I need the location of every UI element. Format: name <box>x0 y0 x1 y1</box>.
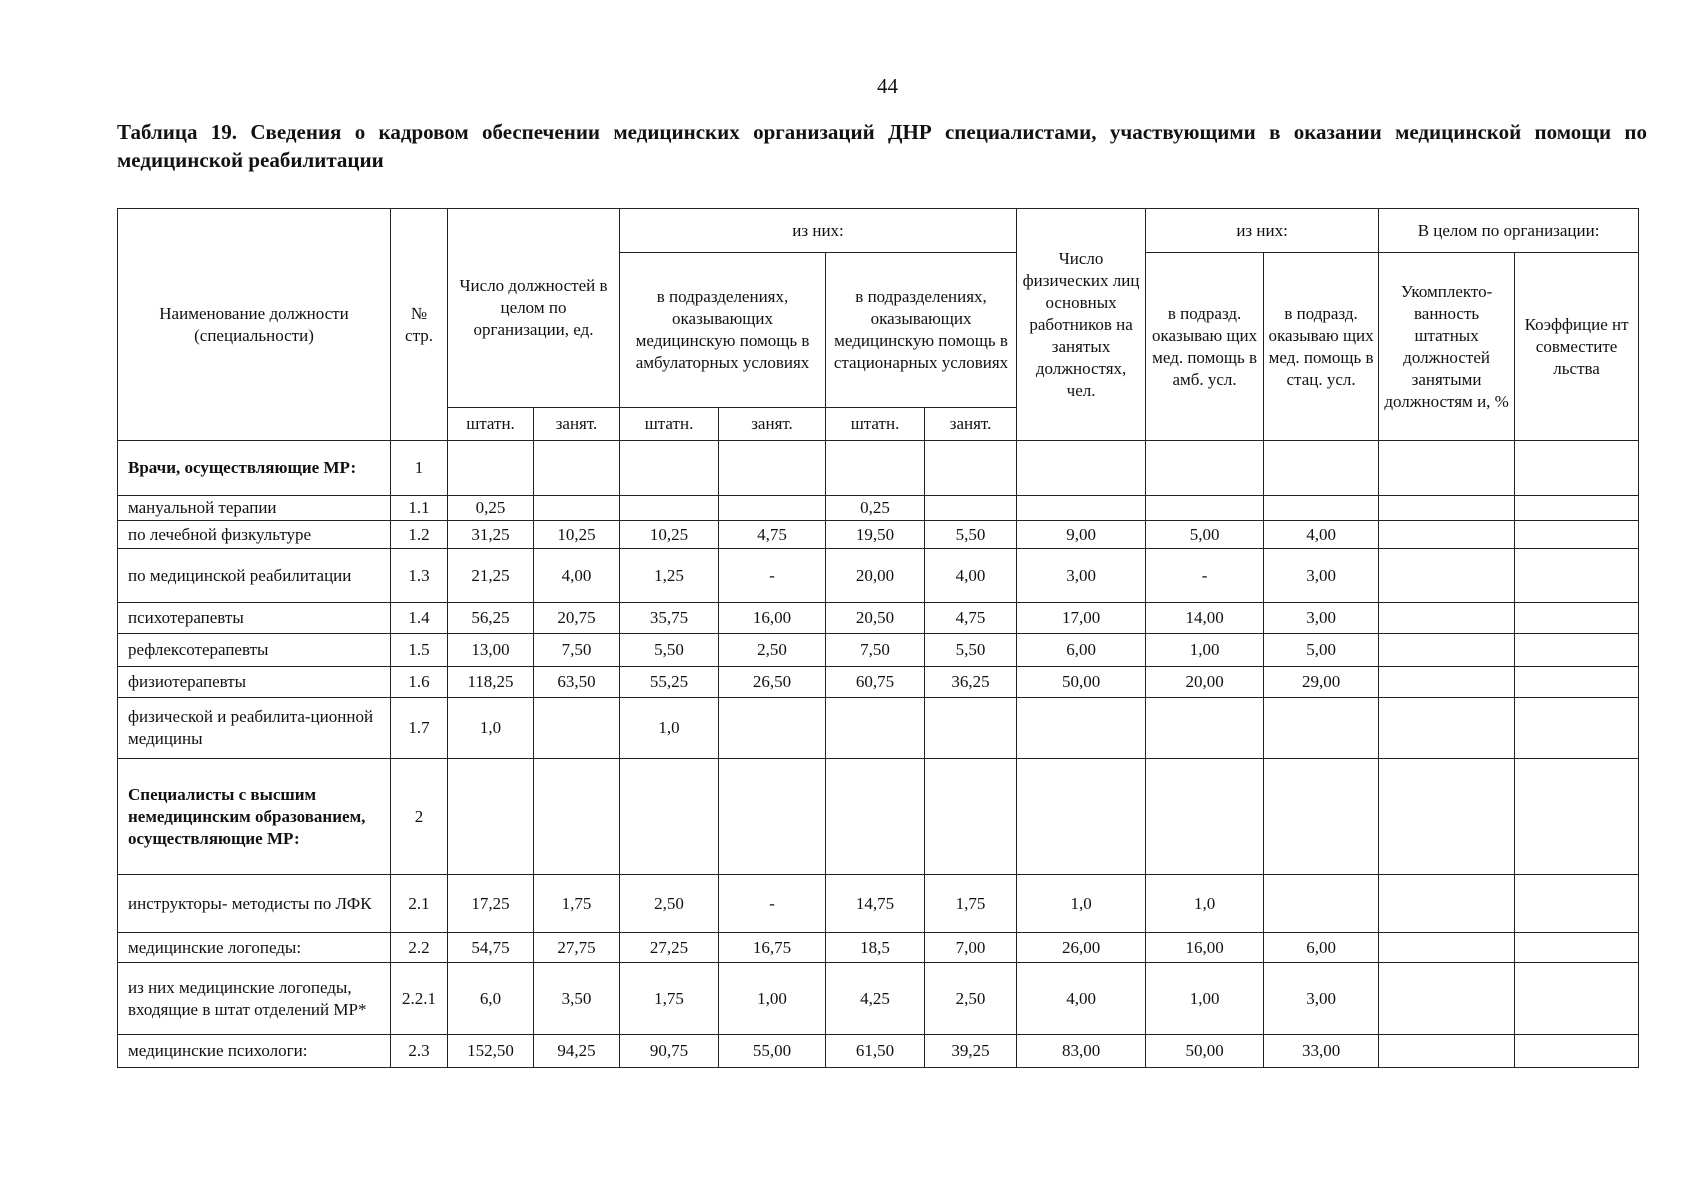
table-cell: 83,00 <box>1017 1035 1146 1068</box>
table-cell: 29,00 <box>1264 667 1379 698</box>
table-cell: 14,00 <box>1146 603 1264 634</box>
table-cell: 18,5 <box>826 933 925 963</box>
table-cell: 3,50 <box>534 963 620 1035</box>
table-cell <box>448 441 534 496</box>
table-caption: Таблица 19. Сведения о кадровом обеспечении медицинских организаций ДНР специалистами, участвующими в оказании медицинской помощи по медицинской реабилитации <box>117 120 1647 172</box>
table-cell: 13,00 <box>448 634 534 667</box>
table-cell: 6,00 <box>1017 634 1146 667</box>
table-cell: 55,25 <box>620 667 719 698</box>
table-row <box>118 634 1639 667</box>
table-cell <box>1146 759 1264 875</box>
table-cell <box>1379 875 1515 933</box>
table-cell: 2,50 <box>719 634 826 667</box>
table-cell: 7,50 <box>826 634 925 667</box>
table-cell <box>1379 759 1515 875</box>
table-cell <box>925 441 1017 496</box>
row-number: 2.2.1 <box>391 963 448 1035</box>
table-cell: 16,75 <box>719 933 826 963</box>
header-whole-organization: В целом по организации: <box>1379 209 1639 253</box>
table-cell: 17,00 <box>1017 603 1146 634</box>
table-cell <box>1379 933 1515 963</box>
row-number: 2.2 <box>391 933 448 963</box>
header-occupied-total: занят. <box>534 408 620 441</box>
table-cell: 3,00 <box>1264 549 1379 603</box>
row-number: 1.7 <box>391 698 448 759</box>
table-row <box>118 496 1639 521</box>
table-cell: 26,00 <box>1017 933 1146 963</box>
table-cell <box>1515 667 1639 698</box>
table-cell: 55,00 <box>719 1035 826 1068</box>
table-cell: 20,75 <box>534 603 620 634</box>
table-cell: 5,50 <box>925 634 1017 667</box>
table-cell <box>826 759 925 875</box>
table-cell <box>1379 667 1515 698</box>
table-cell: 9,00 <box>1017 521 1146 549</box>
table-cell: 60,75 <box>826 667 925 698</box>
table-cell: 0,25 <box>448 496 534 521</box>
table-cell <box>1379 698 1515 759</box>
table-cell: 7,50 <box>534 634 620 667</box>
row-position-name: мануальной терапии <box>118 496 391 521</box>
row-number: 1.1 <box>391 496 448 521</box>
table-cell <box>826 698 925 759</box>
row-position-name: по медицинской реабилитации <box>118 549 391 603</box>
table-cell: 5,50 <box>620 634 719 667</box>
table-cell: 31,25 <box>448 521 534 549</box>
table-cell: 0,25 <box>826 496 925 521</box>
table-cell <box>719 496 826 521</box>
header-staff-stationary: штатн. <box>826 408 925 441</box>
table-cell: 54,75 <box>448 933 534 963</box>
table-cell: 4,00 <box>925 549 1017 603</box>
row-position-name: Специалисты с высшим немедицинским образованием, осуществляющие МР: <box>118 759 391 875</box>
table-cell <box>1515 634 1639 667</box>
table-cell: 35,75 <box>620 603 719 634</box>
table-cell: 1,00 <box>1146 634 1264 667</box>
row-number: 1.3 <box>391 549 448 603</box>
table-cell <box>1017 698 1146 759</box>
table-cell: 1,00 <box>719 963 826 1035</box>
row-position-name: рефлексотерапевты <box>118 634 391 667</box>
staffing-table <box>117 208 1639 1068</box>
table-row <box>118 698 1639 759</box>
table-cell <box>1515 759 1639 875</box>
table-cell: 17,25 <box>448 875 534 933</box>
table-cell <box>534 759 620 875</box>
table-cell <box>1379 496 1515 521</box>
table-cell <box>1515 963 1639 1035</box>
header-occupied-ambulatory: занят. <box>719 408 826 441</box>
table-cell: 50,00 <box>1017 667 1146 698</box>
row-position-name: инструкторы- методисты по ЛФК <box>118 875 391 933</box>
table-cell <box>1379 634 1515 667</box>
header-physical-persons: Число физических лиц основных работников на занятых должностях, чел. <box>1017 209 1146 441</box>
row-position-name: по лечебной физкультуре <box>118 521 391 549</box>
table-cell: 4,25 <box>826 963 925 1035</box>
table-cell: 2,50 <box>620 875 719 933</box>
table-cell <box>620 496 719 521</box>
table-cell: 56,25 <box>448 603 534 634</box>
table-row <box>118 875 1639 933</box>
row-position-name: медицинские психологи: <box>118 1035 391 1068</box>
table-cell: 1,25 <box>620 549 719 603</box>
row-position-name: из них медицинские логопеды, входящие в штат отделений МР* <box>118 963 391 1035</box>
table-cell: 4,75 <box>925 603 1017 634</box>
table-cell <box>620 759 719 875</box>
table-cell <box>1515 549 1639 603</box>
header-ambulatory-persons: в подразд. оказываю щих мед. помощь в амб. усл. <box>1146 253 1264 441</box>
table-cell: 27,75 <box>534 933 620 963</box>
page-number: 44 <box>877 74 898 98</box>
table-cell <box>1017 496 1146 521</box>
table-row <box>118 1035 1639 1068</box>
table-cell <box>1379 1035 1515 1068</box>
header-staff-total: штатн. <box>448 408 534 441</box>
table-body <box>118 441 1639 1068</box>
table-cell: 4,00 <box>1017 963 1146 1035</box>
table-cell: 4,00 <box>534 549 620 603</box>
table-cell: 39,25 <box>925 1035 1017 1068</box>
table-cell <box>1515 496 1639 521</box>
table-cell: 1,75 <box>925 875 1017 933</box>
table-cell <box>719 441 826 496</box>
row-number: 1 <box>391 441 448 496</box>
table-cell <box>1146 441 1264 496</box>
table-row <box>118 603 1639 634</box>
table-cell: 1,75 <box>534 875 620 933</box>
table-cell: 20,00 <box>826 549 925 603</box>
header-staffing-percent: Укомплекто-ванность штатных должностей занятыми должностям и, % <box>1379 253 1515 441</box>
table-cell <box>1515 933 1639 963</box>
table-cell: 27,25 <box>620 933 719 963</box>
table-cell <box>1379 963 1515 1035</box>
table-cell <box>1379 603 1515 634</box>
table-cell: 16,00 <box>719 603 826 634</box>
table-cell: 4,00 <box>1264 521 1379 549</box>
table-cell <box>1515 603 1639 634</box>
table-cell <box>1515 698 1639 759</box>
header-ambulatory-units: в подразделениях, оказывающих медицинскую помощь в амбулаторных условиях <box>620 253 826 408</box>
table-cell: 10,25 <box>534 521 620 549</box>
table-cell <box>1146 698 1264 759</box>
row-number: 1.2 <box>391 521 448 549</box>
table-cell: 90,75 <box>620 1035 719 1068</box>
table-cell <box>620 441 719 496</box>
table-cell <box>1379 521 1515 549</box>
row-position-name: психотерапевты <box>118 603 391 634</box>
row-position-name: медицинские логопеды: <box>118 933 391 963</box>
table-cell <box>1379 441 1515 496</box>
header-staff-ambulatory: штатн. <box>620 408 719 441</box>
table-cell <box>1515 521 1639 549</box>
header-of-them-persons: из них: <box>1146 209 1379 253</box>
table-cell: 152,50 <box>448 1035 534 1068</box>
table-cell: 1,0 <box>1146 875 1264 933</box>
table-row <box>118 933 1639 963</box>
table-cell: 5,00 <box>1264 634 1379 667</box>
table-cell: 4,75 <box>719 521 826 549</box>
table-cell: 2,50 <box>925 963 1017 1035</box>
row-number: 1.5 <box>391 634 448 667</box>
table-row <box>118 521 1639 549</box>
table-cell <box>1264 496 1379 521</box>
table-header <box>118 209 1639 441</box>
table-cell: 5,50 <box>925 521 1017 549</box>
table-row <box>118 963 1639 1035</box>
table-cell: 20,50 <box>826 603 925 634</box>
table-cell: 6,0 <box>448 963 534 1035</box>
row-number: 2.1 <box>391 875 448 933</box>
table-cell: 33,00 <box>1264 1035 1379 1068</box>
table-cell: 10,25 <box>620 521 719 549</box>
table-row <box>118 667 1639 698</box>
header-occupied-stationary: занят. <box>925 408 1017 441</box>
table-cell: - <box>1146 549 1264 603</box>
table-cell: 50,00 <box>1146 1035 1264 1068</box>
table-cell <box>534 698 620 759</box>
table-cell <box>1264 875 1379 933</box>
table-cell <box>534 441 620 496</box>
table-cell <box>1264 759 1379 875</box>
row-number: 1.6 <box>391 667 448 698</box>
table-cell: 3,00 <box>1264 963 1379 1035</box>
table-cell <box>925 496 1017 521</box>
table-cell <box>925 698 1017 759</box>
table-cell: 94,25 <box>534 1035 620 1068</box>
table-cell: 3,00 <box>1017 549 1146 603</box>
table-cell <box>1515 1035 1639 1068</box>
table-cell: 1,0 <box>1017 875 1146 933</box>
table-cell: 19,50 <box>826 521 925 549</box>
table-cell: 1,75 <box>620 963 719 1035</box>
table-cell <box>1146 496 1264 521</box>
header-stationary-persons: в подразд. оказываю щих мед. помощь в стац. усл. <box>1264 253 1379 441</box>
table-cell <box>1515 441 1639 496</box>
header-total-positions: Число должностей в целом по организации, ед. <box>448 209 620 408</box>
row-number: 1.4 <box>391 603 448 634</box>
table-cell: 118,25 <box>448 667 534 698</box>
table-cell: 63,50 <box>534 667 620 698</box>
table-cell <box>448 759 534 875</box>
table-cell: 61,50 <box>826 1035 925 1068</box>
table-cell <box>1017 759 1146 875</box>
table-cell <box>1515 875 1639 933</box>
table-cell <box>925 759 1017 875</box>
table-cell: 26,50 <box>719 667 826 698</box>
row-number: 2 <box>391 759 448 875</box>
table-cell: 7,00 <box>925 933 1017 963</box>
table-row <box>118 549 1639 603</box>
row-number: 2.3 <box>391 1035 448 1068</box>
header-stationary-units: в подразделениях, оказывающих медицинскую помощь в стационарных условиях <box>826 253 1017 408</box>
table-cell: 6,00 <box>1264 933 1379 963</box>
table-cell: 3,00 <box>1264 603 1379 634</box>
table-cell: 5,00 <box>1146 521 1264 549</box>
table-cell <box>719 698 826 759</box>
table-cell: 1,00 <box>1146 963 1264 1035</box>
table-cell <box>1264 441 1379 496</box>
header-coefficient: Коэффицие нт совместите льства <box>1515 253 1639 441</box>
header-position-name: Наименование должности (специальности) <box>118 209 391 441</box>
table-cell: 1,0 <box>620 698 719 759</box>
table-cell <box>1017 441 1146 496</box>
table-cell: 16,00 <box>1146 933 1264 963</box>
table-cell <box>1264 698 1379 759</box>
table-row <box>118 759 1639 875</box>
table-cell <box>534 496 620 521</box>
table-cell: - <box>719 875 826 933</box>
table-cell <box>719 759 826 875</box>
table-cell: 1,0 <box>448 698 534 759</box>
row-position-name: Врачи, осуществляющие МР: <box>118 441 391 496</box>
table-cell <box>826 441 925 496</box>
table-cell: 36,25 <box>925 667 1017 698</box>
table-cell: 20,00 <box>1146 667 1264 698</box>
table-cell <box>1379 549 1515 603</box>
row-position-name: физической и реабилита-ционной медицины <box>118 698 391 759</box>
table-cell: 14,75 <box>826 875 925 933</box>
table-cell: - <box>719 549 826 603</box>
row-position-name: физиотерапевты <box>118 667 391 698</box>
table-row <box>118 441 1639 496</box>
table-cell: 21,25 <box>448 549 534 603</box>
header-row-no: № стр. <box>391 209 448 441</box>
header-of-them: из них: <box>620 209 1017 253</box>
